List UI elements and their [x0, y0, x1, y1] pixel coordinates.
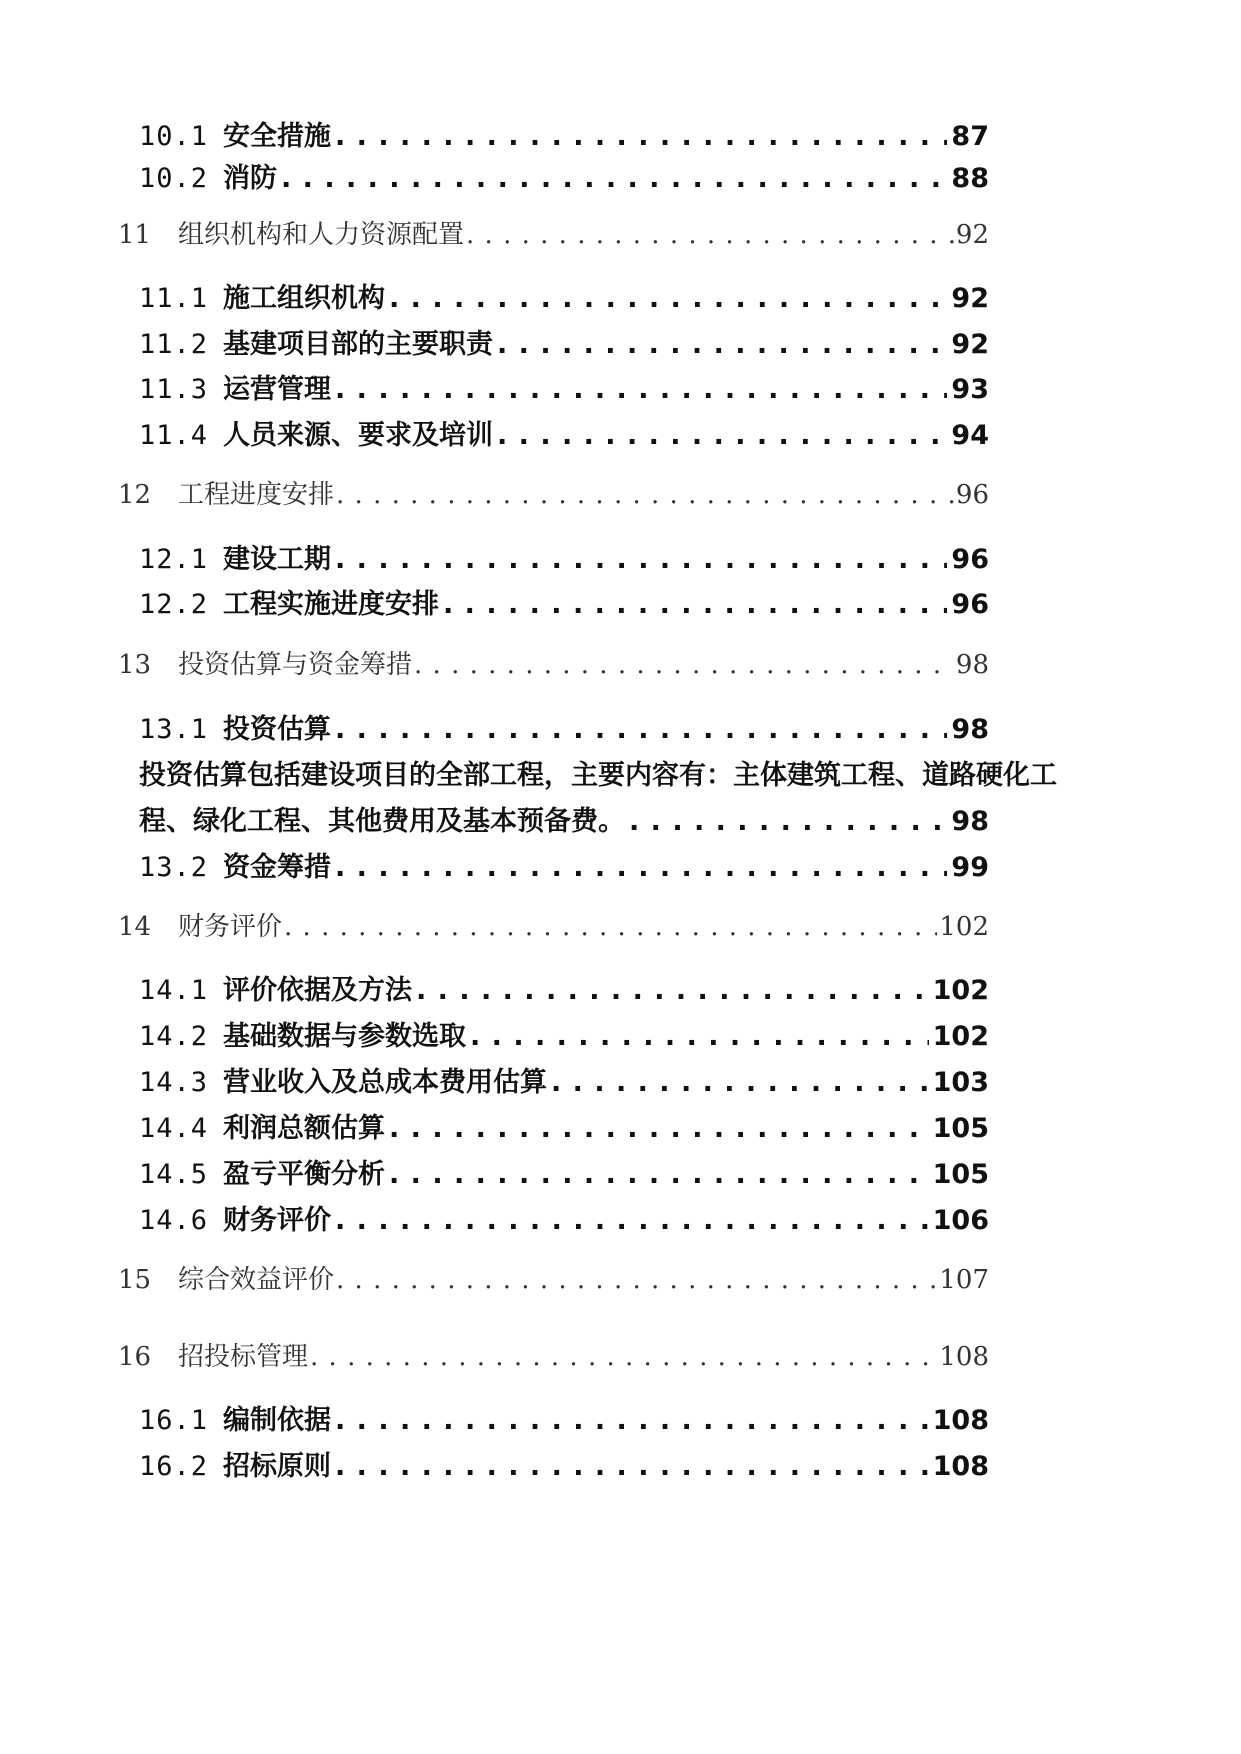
- toc-paragraph-line: 程、绿化工程、其他费用及基本预备费。: [139, 806, 625, 837]
- toc-chapter-title: 综合效益评价: [178, 1265, 335, 1295]
- toc-entry-page: 98: [951, 714, 989, 745]
- toc-entry-number: 16.1: [139, 1405, 209, 1436]
- toc-entry-number: 16.2: [139, 1451, 209, 1482]
- toc-entry-title: 施工组织机构: [223, 283, 385, 314]
- toc-paragraph-entry[interactable]: [139, 799, 989, 838]
- toc-dot-leader: [389, 283, 947, 314]
- toc-entry-title: 编制依据: [223, 1405, 331, 1436]
- toc-entry-title: 运营管理: [223, 374, 331, 405]
- toc-entry-page: 106: [932, 1205, 989, 1236]
- toc-entry[interactable]: [139, 537, 989, 576]
- toc-chapter-entry[interactable]: [118, 1259, 989, 1296]
- toc-dot-leader: [335, 1451, 929, 1482]
- toc-entry-page: 103: [932, 1067, 989, 1098]
- toc-entry[interactable]: [139, 1198, 989, 1237]
- toc-entry-title: 评价依据及方法: [223, 975, 412, 1006]
- toc-dot-leader: [335, 1405, 929, 1436]
- toc-chapter-number: 14: [118, 912, 152, 942]
- toc-chapter-entry[interactable]: [118, 1336, 989, 1373]
- toc-entry-number: 14.5: [139, 1159, 209, 1190]
- toc-entry-page: 102: [932, 1021, 989, 1052]
- toc-dot-leader: [416, 975, 929, 1006]
- toc-chapter-entry[interactable]: [118, 214, 989, 251]
- toc-chapter-title: 组织机构和人力资源配置: [178, 220, 465, 250]
- toc-dot-leader: [629, 806, 947, 837]
- toc-entry[interactable]: [139, 367, 989, 406]
- toc-entry[interactable]: [139, 1444, 989, 1483]
- toc-entry[interactable]: [139, 1398, 989, 1437]
- toc-chapter-entry[interactable]: [118, 644, 989, 681]
- toc-entry-title: 盈亏平衡分析: [223, 1159, 385, 1190]
- toc-entry-number: 13.2: [139, 852, 209, 883]
- toc-entry[interactable]: [139, 114, 989, 153]
- toc-entry-page: 108: [932, 1405, 989, 1436]
- toc-dot-leader: [335, 852, 947, 883]
- toc-entry[interactable]: [139, 1014, 989, 1053]
- toc-entry[interactable]: [139, 1106, 989, 1145]
- toc-entry-page: 105: [932, 1113, 989, 1144]
- toc-entry-page: 96: [951, 589, 989, 620]
- toc-chapter-entry[interactable]: [118, 474, 989, 511]
- toc-dot-leader: [466, 220, 954, 250]
- toc-dot-leader: [551, 1067, 929, 1098]
- toc-dot-leader: [389, 1159, 929, 1190]
- toc-entry[interactable]: [139, 1152, 989, 1191]
- toc-dot-leader: [335, 544, 947, 575]
- toc-dot-leader: [335, 1205, 929, 1236]
- toc-chapter-page: 98: [955, 650, 989, 680]
- toc-chapter-page: 108: [939, 1342, 989, 1372]
- toc-entry-title: 财务评价: [223, 1205, 331, 1236]
- toc-dot-leader: [497, 329, 947, 360]
- toc-entry-page: 87: [951, 121, 989, 152]
- toc-chapter-page: 107: [939, 1265, 989, 1295]
- toc-chapter-title: 招投标管理: [178, 1342, 309, 1372]
- toc-dot-leader: [389, 1113, 929, 1144]
- toc-dot-leader: [414, 650, 954, 680]
- toc-entry-title: 投资估算: [223, 714, 331, 745]
- toc-paragraph-line: 投资估算包括建设项目的全部工程，主要内容有：主体建筑工程、道路硬化工: [139, 760, 1057, 791]
- toc-entry-title: 工程实施进度安排: [223, 589, 439, 620]
- toc-chapter-number: 15: [118, 1265, 152, 1295]
- toc-entry-number: 12.1: [139, 544, 209, 575]
- toc-entry-number: 14.1: [139, 975, 209, 1006]
- toc-entry-title: 招标原则: [223, 1451, 331, 1482]
- toc-chapter-title: 工程进度安排: [178, 480, 335, 510]
- toc-entry-title: 安全措施: [223, 121, 331, 152]
- toc-dot-leader: [470, 1021, 929, 1052]
- toc-entry-number: 14.4: [139, 1113, 209, 1144]
- toc-dot-leader: [336, 480, 954, 510]
- toc-entry[interactable]: [139, 582, 989, 621]
- toc-dot-leader: [443, 589, 947, 620]
- toc-dot-leader: [335, 121, 947, 152]
- toc-entry[interactable]: [139, 156, 989, 195]
- toc-entry[interactable]: [139, 707, 989, 746]
- toc-entry-page: 96: [951, 544, 989, 575]
- toc-chapter-number: 13: [118, 650, 152, 680]
- toc-dot-leader: [335, 714, 947, 745]
- toc-entry-number: 14.3: [139, 1067, 209, 1098]
- toc-entry-title: 建设工期: [223, 544, 331, 575]
- toc-entry-number: 12.2: [139, 589, 209, 620]
- toc-entry-number: 10.1: [139, 121, 209, 152]
- toc-entry-number: 11.3: [139, 374, 209, 405]
- toc-entry-number: 14.2: [139, 1021, 209, 1052]
- toc-entry-number: 11.4: [139, 420, 209, 451]
- toc-chapter-number: 16: [118, 1342, 152, 1372]
- toc-dot-leader: [310, 1342, 937, 1372]
- toc-chapter-title: 投资估算与资金筹措: [178, 650, 413, 680]
- toc-chapter-number: 12: [118, 480, 152, 510]
- toc-entry[interactable]: [139, 968, 989, 1007]
- toc-entry-number: 14.6: [139, 1205, 209, 1236]
- toc-entry[interactable]: [139, 413, 989, 452]
- toc-entry-number: 11.2: [139, 329, 209, 360]
- toc-chapter-title: 财务评价: [178, 912, 283, 942]
- toc-entry-page: 102: [932, 975, 989, 1006]
- toc-dot-leader: [497, 420, 947, 451]
- toc-entry[interactable]: [139, 276, 989, 315]
- toc-entry-title: 利润总额估算: [223, 1113, 385, 1144]
- toc-entry-page: 88: [951, 163, 989, 194]
- toc-entry-page: 105: [932, 1159, 989, 1190]
- toc-entry[interactable]: [139, 322, 989, 361]
- toc-entry-page: 92: [951, 329, 989, 360]
- toc-entry-number: 10.2: [139, 163, 209, 194]
- toc-chapter-page: 96: [955, 480, 989, 510]
- toc-entry-title: 资金筹措: [223, 852, 331, 883]
- toc-entry-page: 93: [951, 374, 989, 405]
- toc-chapter-number: 11: [118, 220, 152, 250]
- toc-chapter-entry[interactable]: [118, 906, 989, 943]
- toc-dot-leader: [336, 1265, 937, 1295]
- toc-entry-page: 108: [932, 1451, 989, 1482]
- toc-dot-leader: [335, 374, 947, 405]
- toc-dot-leader: [284, 912, 937, 942]
- toc-entry-page: 94: [951, 420, 989, 451]
- toc-entry[interactable]: [139, 1060, 989, 1099]
- toc-entry-page: 98: [951, 806, 989, 837]
- toc-entry-title: 营业收入及总成本费用估算: [223, 1067, 547, 1098]
- toc-entry-title: 基建项目部的主要职责: [223, 329, 493, 360]
- toc-entry[interactable]: [139, 845, 989, 884]
- toc-dot-leader: [281, 163, 947, 194]
- toc-entry-title: 消防: [223, 163, 277, 194]
- toc-entry-title: 人员来源、要求及培训: [223, 420, 493, 451]
- toc-entry-title: 基础数据与参数选取: [223, 1021, 466, 1052]
- toc-chapter-page: 102: [939, 912, 989, 942]
- toc-entry-number: 13.1: [139, 714, 209, 745]
- toc-entry-number: 11.1: [139, 283, 209, 314]
- toc-entry-page: 99: [951, 852, 989, 883]
- toc-entry-page: 92: [951, 283, 989, 314]
- toc-chapter-page: 92: [955, 220, 989, 250]
